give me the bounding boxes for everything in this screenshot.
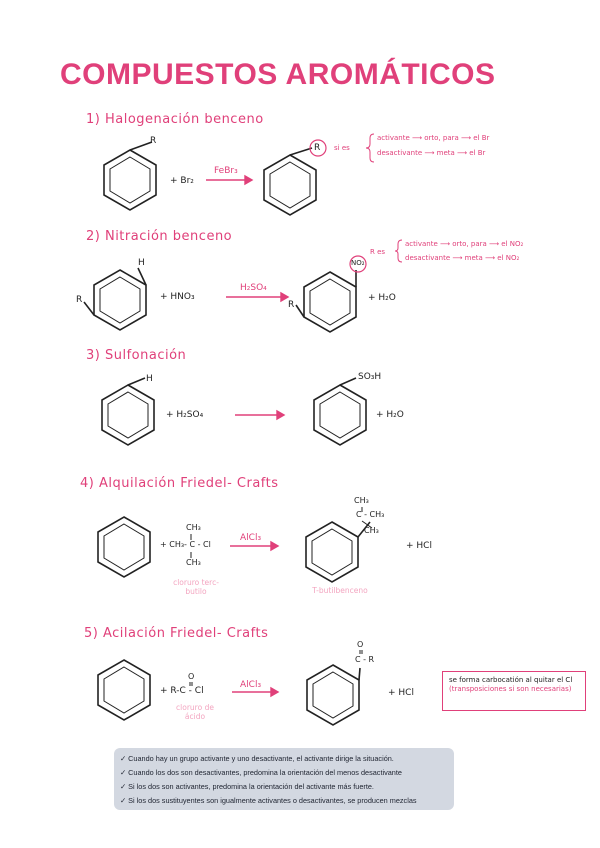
carbocation-note-box	[442, 671, 586, 711]
section-heading-halogenacion: 1) Halogenación benceno	[86, 112, 264, 127]
summary-box	[114, 748, 454, 810]
page-title: COMPUESTOS AROMÁTICOS	[60, 58, 496, 91]
catalyst-label: AlCl₃	[240, 533, 262, 543]
note-prefix: si es	[334, 144, 350, 152]
byproduct-label: + H₂O	[368, 293, 396, 303]
section-heading-alquilacion: 4) Alquilación Friedel- Crafts	[80, 476, 279, 491]
benzene-ring-3b	[314, 378, 366, 445]
structure-label: O	[188, 672, 195, 681]
reagent-name: cloruro de ácido	[176, 703, 214, 721]
note-activante: activante ⟶ orto, para ⟶ el NO₂	[405, 240, 524, 248]
section-heading-sulfonacion: 3) Sulfonación	[86, 348, 187, 363]
reagent-name: cloruro terc-butilo	[173, 578, 219, 596]
reaction-arrow	[235, 411, 284, 419]
reaction-arrow	[206, 176, 252, 184]
benzene-ring-4a	[98, 517, 150, 577]
box-soft-text: (transposiciones si son necesarias)	[449, 685, 572, 693]
substituent-label: R	[150, 136, 157, 146]
structure-label: O	[357, 640, 364, 649]
structure-label: CH₃	[364, 526, 379, 535]
structure-label: CH₃	[354, 496, 369, 505]
catalyst-label: H₂SO₄	[240, 283, 267, 293]
reagent-label: + Br₂	[170, 176, 194, 186]
catalyst-label: FeBr₃	[214, 166, 238, 176]
byproduct-label: + HCl	[406, 541, 432, 551]
structure-label: CH₃	[186, 523, 201, 532]
substituent-label: R	[314, 143, 321, 153]
structure-label: C - R	[355, 655, 375, 664]
structure-label: CH₃	[186, 558, 201, 567]
substituent-label: NO₂	[351, 259, 365, 267]
substituent-label: H	[146, 374, 153, 384]
note-prefix: R es	[370, 248, 386, 256]
benzene-ring-5b	[307, 665, 360, 725]
substituent-label: R	[288, 300, 295, 310]
product-name: T-butilbenceno	[312, 586, 368, 595]
catalyst-label: AlCl₃	[240, 680, 262, 690]
benzene-ring-3a	[102, 378, 154, 445]
substituent-label: H	[138, 258, 145, 268]
benzene-ring-1b	[264, 148, 316, 215]
reagent-label: + R-C - Cl	[160, 686, 204, 696]
substituent-label: R	[76, 295, 83, 305]
section-heading-acilacion: 5) Acilación Friedel- Crafts	[84, 626, 269, 641]
benzene-ring-4b	[306, 522, 370, 582]
substituent-label: SO₃H	[358, 372, 382, 382]
byproduct-label: + H₂O	[376, 410, 404, 420]
reagent-label: + H₂SO₄	[166, 410, 204, 420]
section-heading-nitracion: 2) Nitración benceno	[86, 229, 233, 244]
reaction-arrow	[226, 293, 288, 301]
structure-label: C - CH₃	[356, 510, 385, 519]
byproduct-label: + HCl	[388, 688, 414, 698]
benzene-ring-1a	[104, 142, 156, 210]
reagent-label: + CH₃- C - Cl	[160, 540, 211, 549]
benzene-ring-5a	[98, 660, 150, 720]
note-activante: activante ⟶ orto, para ⟶ el Br	[377, 134, 490, 142]
reaction-arrow	[230, 542, 278, 550]
benzene-ring-2b	[296, 270, 356, 332]
box-text: se forma carbocatión al quitar el Cl	[449, 676, 573, 684]
note-desactivante: desactivante ⟶ meta ⟶ el Br	[377, 149, 486, 157]
summary-item: ✓ Si los dos sustituyentes son igualmente activantes o desactivantes, se producen mezclas	[120, 796, 417, 805]
benzene-ring-2a	[84, 268, 146, 330]
summary-item: ✓ Cuando los dos son desactivantes, predomina la orientación del menos desactivante	[120, 768, 402, 777]
reagent-label: + HNO₃	[160, 292, 195, 302]
summary-item: ✓ Cuando hay un grupo activante y uno desactivante, el activante dirige la situación.	[120, 754, 394, 763]
summary-item: ✓ Si los dos son activantes, predomina la orientación del activante más fuerte.	[120, 782, 374, 791]
note-desactivante: desactivante ⟶ meta ⟶ el NO₂	[405, 254, 520, 262]
